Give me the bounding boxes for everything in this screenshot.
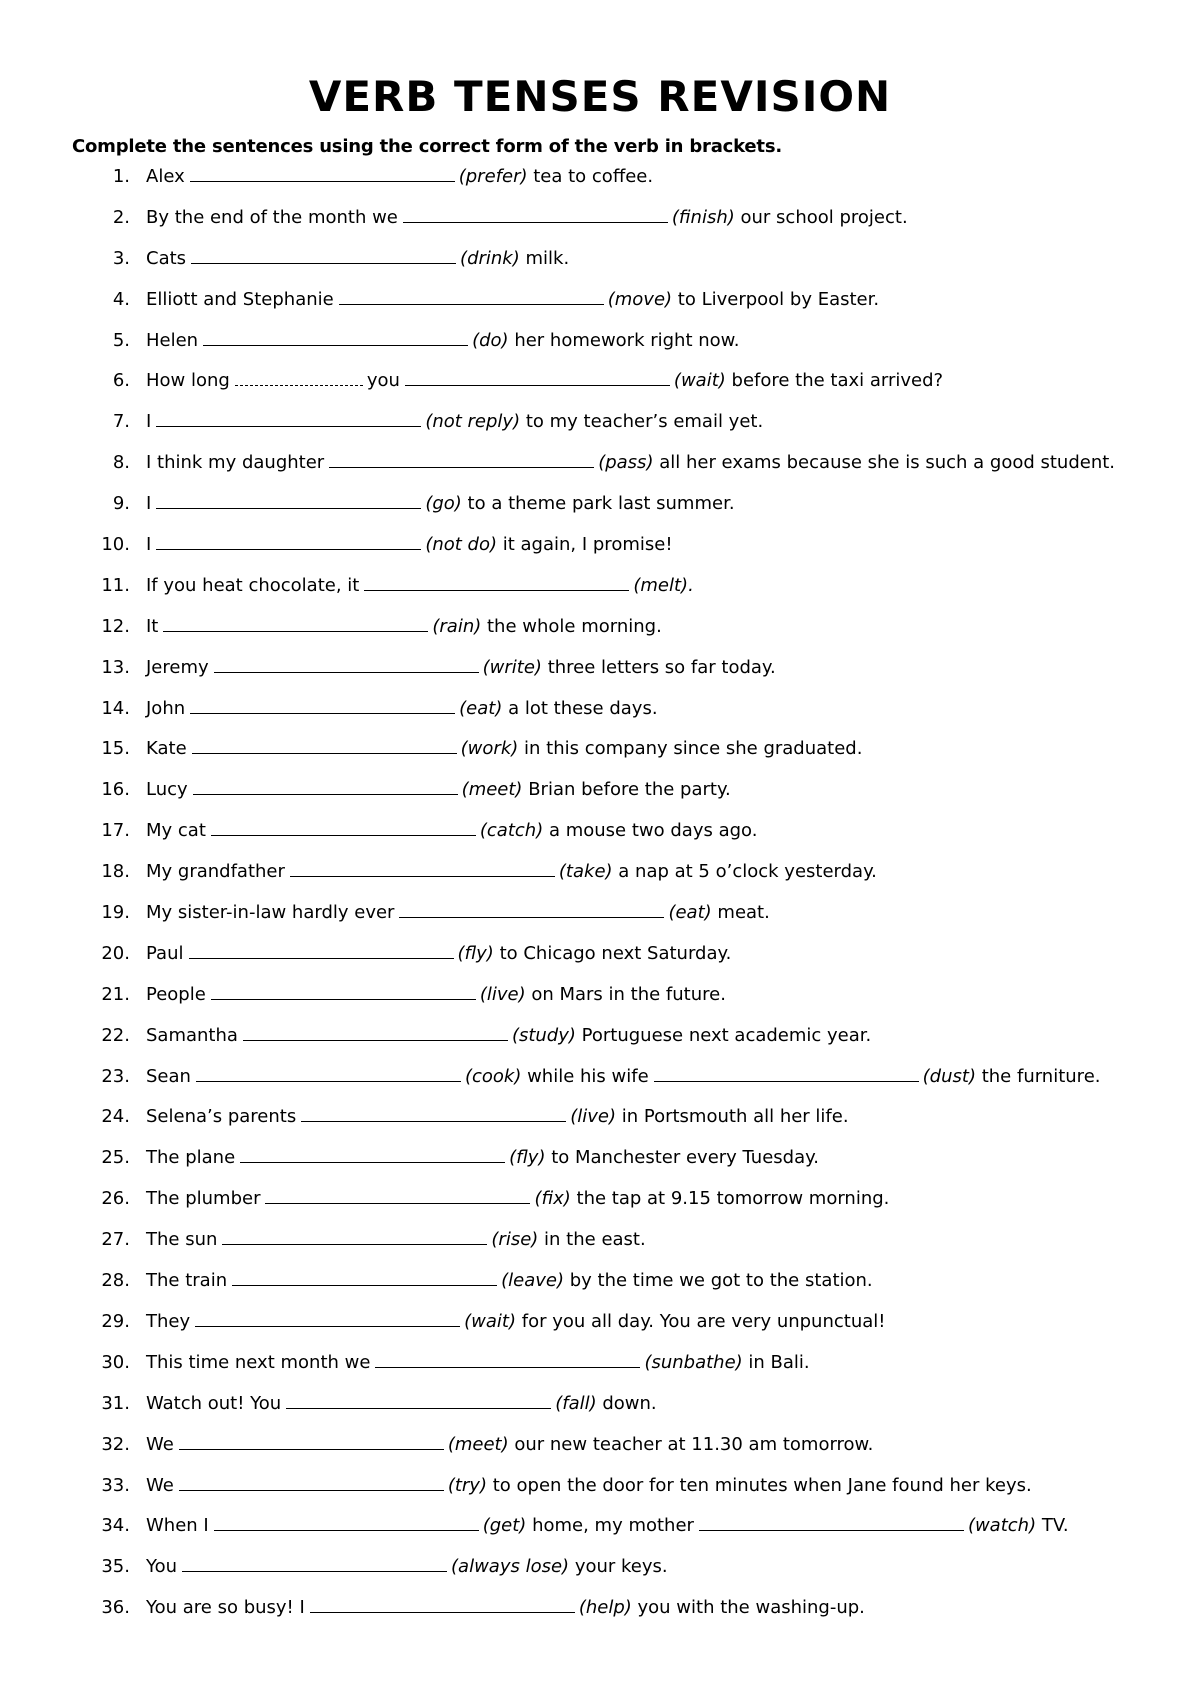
sentence-text: My grandfather bbox=[146, 861, 285, 883]
item-sentence bbox=[146, 1144, 819, 1172]
sentence-text: in Portsmouth all her life. bbox=[621, 1106, 849, 1128]
item-sentence bbox=[146, 327, 739, 355]
sentence-text: in the east. bbox=[544, 1229, 646, 1251]
item-sentence bbox=[146, 1349, 810, 1377]
item-sentence bbox=[146, 1308, 886, 1336]
sentence-text: to Chicago next Saturday. bbox=[499, 942, 732, 964]
exercise-item bbox=[0, 1512, 1200, 1553]
answer-blank[interactable] bbox=[211, 982, 476, 1000]
item-sentence bbox=[146, 490, 735, 518]
exercise-item bbox=[0, 1226, 1200, 1267]
item-number: 7. bbox=[112, 411, 130, 433]
item-number: 14. bbox=[101, 697, 130, 719]
exercise-item bbox=[0, 940, 1200, 981]
answer-blank[interactable] bbox=[191, 246, 456, 264]
item-number: 16. bbox=[101, 779, 130, 801]
exercise-item bbox=[0, 613, 1200, 654]
answer-blank[interactable] bbox=[403, 205, 668, 223]
item-sentence bbox=[146, 1553, 668, 1581]
verb-hint: (meet) bbox=[447, 1433, 509, 1455]
sentence-text: Paul bbox=[146, 942, 184, 964]
exercise-item bbox=[0, 449, 1200, 490]
exercise-item bbox=[0, 327, 1200, 368]
sentence-text: in Bali. bbox=[748, 1351, 810, 1373]
item-sentence bbox=[146, 163, 653, 191]
verb-hint: (wait) bbox=[464, 1310, 516, 1332]
answer-blank[interactable] bbox=[240, 1145, 505, 1163]
item-number: 21. bbox=[101, 983, 130, 1005]
item-sentence bbox=[146, 286, 879, 314]
exercise-item bbox=[0, 1431, 1200, 1472]
exercise-item bbox=[0, 1553, 1200, 1594]
sentence-text: to Liverpool by Easter. bbox=[677, 288, 880, 310]
item-number: 28. bbox=[101, 1270, 130, 1292]
answer-blank[interactable] bbox=[301, 1104, 566, 1122]
answer-blank[interactable] bbox=[310, 1595, 575, 1613]
item-sentence bbox=[146, 1267, 873, 1295]
item-number: 29. bbox=[101, 1310, 130, 1332]
item-sentence bbox=[146, 245, 569, 273]
verb-hint: (leave) bbox=[501, 1270, 564, 1292]
item-number: 5. bbox=[112, 329, 130, 351]
item-sentence bbox=[146, 1022, 871, 1050]
item-number: 17. bbox=[101, 820, 130, 842]
verb-hint: (eat) bbox=[459, 697, 503, 719]
item-number: 31. bbox=[101, 1392, 130, 1414]
exercise-item bbox=[0, 1472, 1200, 1513]
answer-blank[interactable] bbox=[232, 1268, 497, 1286]
sentence-text: by the time we got to the station. bbox=[569, 1270, 873, 1292]
sentence-text: When I bbox=[146, 1515, 209, 1537]
item-number: 12. bbox=[101, 615, 130, 637]
sentence-text: the whole morning. bbox=[487, 615, 662, 637]
exercise-item bbox=[0, 1267, 1200, 1308]
sentence-text: in this company since she graduated. bbox=[524, 738, 863, 760]
answer-blank[interactable] bbox=[243, 1023, 508, 1041]
sentence-text: If you heat chocolate, it bbox=[146, 574, 360, 596]
sentence-text: while his wife bbox=[527, 1065, 649, 1087]
answer-blank[interactable] bbox=[163, 614, 428, 632]
item-number: 9. bbox=[112, 493, 130, 515]
sentence-text: Samantha bbox=[146, 1024, 238, 1046]
answer-blank[interactable] bbox=[214, 655, 479, 673]
item-number: 13. bbox=[101, 656, 130, 678]
verb-hint: (fly) bbox=[509, 1147, 546, 1169]
exercise-item bbox=[0, 735, 1200, 776]
exercise-item bbox=[0, 245, 1200, 286]
item-sentence bbox=[146, 1431, 873, 1459]
item-sentence bbox=[146, 654, 776, 682]
sentence-text: the furniture. bbox=[981, 1065, 1101, 1087]
item-sentence bbox=[146, 940, 731, 968]
verb-hint: (watch) bbox=[967, 1515, 1037, 1537]
verb-hint: (write) bbox=[482, 656, 542, 678]
item-sentence bbox=[146, 1063, 1101, 1091]
verb-hint: (fly) bbox=[457, 942, 494, 964]
verb-hint: (live) bbox=[570, 1106, 616, 1128]
exercise-item bbox=[0, 1022, 1200, 1063]
answer-blank[interactable] bbox=[329, 450, 594, 468]
verb-hint: (prefer) bbox=[458, 166, 528, 187]
verb-hint: (move) bbox=[607, 288, 673, 310]
sentence-text: I bbox=[146, 534, 152, 556]
item-number: 30. bbox=[101, 1351, 130, 1373]
item-number: 3. bbox=[112, 247, 130, 269]
item-sentence bbox=[146, 367, 943, 395]
sentence-text: Sean bbox=[146, 1065, 191, 1087]
item-sentence bbox=[146, 735, 862, 763]
item-sentence bbox=[146, 531, 673, 559]
answer-blank[interactable] bbox=[290, 859, 555, 877]
exercise-item bbox=[0, 1185, 1200, 1226]
sentence-text: our new teacher at 11.30 am tomorrow. bbox=[514, 1433, 874, 1455]
answer-blank[interactable] bbox=[286, 1391, 551, 1409]
exercise-item bbox=[0, 286, 1200, 327]
item-sentence bbox=[146, 204, 908, 232]
verb-hint: (work) bbox=[460, 738, 519, 760]
verb-hint: (finish) bbox=[671, 206, 735, 228]
answer-blank[interactable] bbox=[190, 164, 455, 182]
sentence-text: We bbox=[146, 1474, 174, 1496]
exercise-item bbox=[0, 776, 1200, 817]
sentence-text: all her exams because she is such a good student. bbox=[659, 452, 1116, 474]
exercise-item bbox=[0, 981, 1200, 1022]
sentence-text: It bbox=[146, 615, 159, 637]
exercise-item bbox=[0, 408, 1200, 449]
verb-hint: (rise) bbox=[491, 1229, 539, 1251]
answer-blank[interactable] bbox=[211, 818, 476, 836]
exercise-item bbox=[0, 858, 1200, 899]
sentence-text: the tap at 9.15 tomorrow morning. bbox=[576, 1188, 890, 1210]
item-sentence bbox=[146, 1594, 865, 1622]
sentence-text: for you all day. You are very unpunctual! bbox=[521, 1310, 886, 1332]
sentence-text: milk. bbox=[525, 247, 570, 269]
item-sentence bbox=[146, 408, 763, 436]
sentence-text: three letters so far today. bbox=[547, 656, 776, 678]
sentence-text: to my teacher’s email yet. bbox=[525, 411, 764, 433]
answer-blank[interactable] bbox=[654, 1064, 919, 1082]
exercise-item bbox=[0, 163, 1200, 204]
exercise-item bbox=[0, 1390, 1200, 1431]
verb-hint: (cook) bbox=[464, 1065, 522, 1087]
exercise-item bbox=[0, 204, 1200, 245]
sentence-text: The plumber bbox=[146, 1188, 261, 1210]
item-number: 1. bbox=[112, 166, 130, 187]
sentence-text: to open the door for ten minutes when Jane found her keys. bbox=[492, 1474, 1032, 1496]
answer-blank[interactable] bbox=[339, 287, 604, 305]
item-sentence bbox=[146, 1472, 1032, 1500]
sentence-text: meat. bbox=[717, 902, 770, 924]
item-sentence bbox=[146, 1512, 1069, 1540]
verb-hint: (not do) bbox=[425, 534, 497, 556]
sentence-text: How long bbox=[146, 370, 230, 392]
sentence-text: You are so busy! I bbox=[146, 1597, 305, 1619]
answer-blank[interactable] bbox=[156, 532, 421, 550]
sentence-text: People bbox=[146, 983, 206, 1005]
sentence-text: Brian before the party. bbox=[528, 779, 731, 801]
sentence-text: a nap at 5 o’clock yesterday. bbox=[618, 861, 877, 883]
verb-hint: (help) bbox=[578, 1597, 632, 1619]
item-number: 34. bbox=[101, 1515, 130, 1537]
verb-hint: (meet) bbox=[461, 779, 523, 801]
sentence-text: I bbox=[146, 493, 152, 515]
verb-hint: (eat) bbox=[668, 902, 712, 924]
answer-blank[interactable] bbox=[214, 1513, 479, 1531]
item-number: 22. bbox=[101, 1024, 130, 1046]
sentence-text: Selena’s parents bbox=[146, 1106, 297, 1128]
sentence-text: a lot these days. bbox=[508, 697, 658, 719]
sentence-text: You bbox=[146, 1556, 178, 1578]
sentence-text: I think my daughter bbox=[146, 452, 325, 474]
item-sentence bbox=[146, 572, 694, 600]
answer-blank[interactable] bbox=[190, 696, 455, 714]
answer-blank[interactable] bbox=[196, 1064, 461, 1082]
exercise-item bbox=[0, 531, 1200, 572]
sentence-text: on Mars in the future. bbox=[531, 983, 726, 1005]
sentence-text: They bbox=[146, 1310, 191, 1332]
sentence-text: The plane bbox=[146, 1147, 236, 1169]
sentence-text: Alex bbox=[146, 166, 185, 187]
sentence-text: your keys. bbox=[574, 1556, 668, 1578]
item-sentence bbox=[146, 613, 662, 641]
item-number: 6. bbox=[112, 370, 130, 392]
verb-hint: (study) bbox=[511, 1024, 576, 1046]
sentence-text: tea to coffee. bbox=[533, 166, 654, 187]
answer-blank[interactable] bbox=[235, 368, 363, 386]
sentence-text: Lucy bbox=[146, 779, 188, 801]
item-sentence bbox=[146, 449, 1115, 477]
item-number: 26. bbox=[101, 1188, 130, 1210]
item-number: 24. bbox=[101, 1106, 130, 1128]
item-number: 11. bbox=[101, 574, 130, 596]
sentence-text: to a theme park last summer. bbox=[467, 493, 735, 515]
sentence-text: home, my mother bbox=[532, 1515, 694, 1537]
answer-blank[interactable] bbox=[189, 941, 454, 959]
sentence-text: My cat bbox=[146, 820, 206, 842]
sentence-text: Jeremy bbox=[146, 656, 209, 678]
verb-hint: (take) bbox=[558, 861, 613, 883]
verb-hint: (fix) bbox=[534, 1188, 571, 1210]
exercise-item bbox=[0, 1349, 1200, 1390]
exercise-list bbox=[0, 163, 1200, 1635]
sentence-text: I bbox=[146, 411, 152, 433]
item-number: 27. bbox=[101, 1229, 130, 1251]
item-sentence bbox=[146, 695, 658, 723]
sentence-text: you with the washing-up. bbox=[637, 1597, 865, 1619]
item-number: 19. bbox=[101, 902, 130, 924]
answer-blank[interactable] bbox=[265, 1186, 530, 1204]
sentence-text: Portuguese next academic year. bbox=[581, 1024, 872, 1046]
sentence-text: My sister-in-law hardly ever bbox=[146, 902, 395, 924]
sentence-text: TV. bbox=[1041, 1515, 1069, 1537]
verb-hint: (live) bbox=[479, 983, 526, 1005]
exercise-item bbox=[0, 1103, 1200, 1144]
answer-blank[interactable] bbox=[182, 1554, 447, 1572]
verb-hint: (do) bbox=[472, 329, 509, 351]
answer-blank[interactable] bbox=[195, 1309, 460, 1327]
sentence-text: John bbox=[146, 697, 186, 719]
sentence-text: The sun bbox=[146, 1229, 218, 1251]
answer-blank[interactable] bbox=[222, 1227, 487, 1245]
sentence-text: before the taxi arrived? bbox=[731, 370, 944, 392]
sentence-text: to Manchester every Tuesday. bbox=[551, 1147, 819, 1169]
answer-blank[interactable] bbox=[156, 409, 421, 427]
sentence-text: Helen bbox=[146, 329, 199, 351]
item-sentence bbox=[146, 1390, 657, 1418]
item-sentence bbox=[146, 817, 757, 845]
sentence-text: We bbox=[146, 1433, 174, 1455]
exercise-item bbox=[0, 1144, 1200, 1185]
sentence-text: By the end of the month we bbox=[146, 206, 398, 228]
item-sentence bbox=[146, 776, 731, 804]
verb-hint: (sunbathe) bbox=[644, 1351, 743, 1373]
verb-hint: (go) bbox=[425, 493, 462, 515]
item-sentence bbox=[146, 858, 877, 886]
sentence-text: Cats bbox=[146, 247, 187, 269]
item-number: 35. bbox=[101, 1556, 130, 1578]
answer-blank[interactable] bbox=[364, 573, 629, 591]
item-number: 36. bbox=[101, 1597, 130, 1619]
sentence-text: a mouse two days ago. bbox=[548, 820, 758, 842]
answer-blank[interactable] bbox=[699, 1513, 964, 1531]
exercise-item bbox=[0, 490, 1200, 531]
verb-hint: (fall) bbox=[555, 1392, 597, 1414]
sentence-text: down. bbox=[602, 1392, 657, 1414]
sentence-text: our school project. bbox=[740, 206, 908, 228]
item-number: 18. bbox=[101, 861, 130, 883]
sentence-text: you bbox=[366, 370, 400, 392]
answer-blank[interactable] bbox=[179, 1473, 444, 1491]
instructions: Complete the sentences using the correct form of the verb in brackets. bbox=[72, 136, 782, 157]
sentence-text: her homework right now. bbox=[514, 329, 740, 351]
verb-hint: (wait) bbox=[673, 370, 726, 392]
answer-blank[interactable] bbox=[203, 328, 468, 346]
answer-blank[interactable] bbox=[399, 900, 664, 918]
verb-hint: (always lose) bbox=[451, 1556, 570, 1578]
item-sentence bbox=[146, 1185, 889, 1213]
answer-blank[interactable] bbox=[179, 1432, 444, 1450]
exercise-item bbox=[0, 367, 1200, 408]
sentence-text: Elliott and Stephanie bbox=[146, 288, 334, 310]
exercise-item bbox=[0, 1308, 1200, 1349]
verb-hint: (dust) bbox=[922, 1065, 976, 1087]
item-number: 2. bbox=[112, 206, 130, 228]
page-title: VERB TENSES REVISION bbox=[308, 72, 892, 121]
item-number: 33. bbox=[101, 1474, 130, 1496]
answer-blank[interactable] bbox=[193, 777, 458, 795]
answer-blank[interactable] bbox=[375, 1350, 640, 1368]
verb-hint: (pass) bbox=[598, 452, 654, 474]
answer-blank[interactable] bbox=[405, 368, 670, 386]
item-number: 32. bbox=[101, 1433, 130, 1455]
sentence-text: This time next month we bbox=[146, 1351, 371, 1373]
verb-hint: (drink) bbox=[460, 247, 520, 269]
verb-hint: (rain) bbox=[432, 615, 482, 637]
sentence-text: Kate bbox=[146, 738, 187, 760]
answer-blank[interactable] bbox=[156, 491, 421, 509]
sentence-text: The train bbox=[146, 1270, 228, 1292]
item-sentence bbox=[146, 1103, 849, 1131]
item-number: 10. bbox=[101, 534, 130, 556]
item-number: 23. bbox=[101, 1065, 130, 1087]
sentence-text: Watch out! You bbox=[146, 1392, 282, 1414]
verb-hint: (melt). bbox=[633, 574, 694, 596]
item-number: 15. bbox=[101, 738, 130, 760]
exercise-item bbox=[0, 1594, 1200, 1635]
exercise-item bbox=[0, 899, 1200, 940]
verb-hint: (not reply) bbox=[425, 411, 521, 433]
item-number: 4. bbox=[112, 288, 130, 310]
exercise-item bbox=[0, 695, 1200, 736]
item-sentence bbox=[146, 1226, 646, 1254]
verb-hint: (catch) bbox=[479, 820, 544, 842]
sentence-text: it again, I promise! bbox=[502, 534, 673, 556]
item-number: 8. bbox=[112, 452, 130, 474]
verb-hint: (try) bbox=[447, 1474, 487, 1496]
exercise-item bbox=[0, 572, 1200, 613]
exercise-item bbox=[0, 1063, 1200, 1104]
verb-hint: (get) bbox=[482, 1515, 527, 1537]
answer-blank[interactable] bbox=[192, 736, 457, 754]
exercise-item bbox=[0, 817, 1200, 858]
item-number: 20. bbox=[101, 942, 130, 964]
item-number: 25. bbox=[101, 1147, 130, 1169]
item-sentence bbox=[146, 899, 770, 927]
item-sentence bbox=[146, 981, 726, 1009]
exercise-item bbox=[0, 654, 1200, 695]
